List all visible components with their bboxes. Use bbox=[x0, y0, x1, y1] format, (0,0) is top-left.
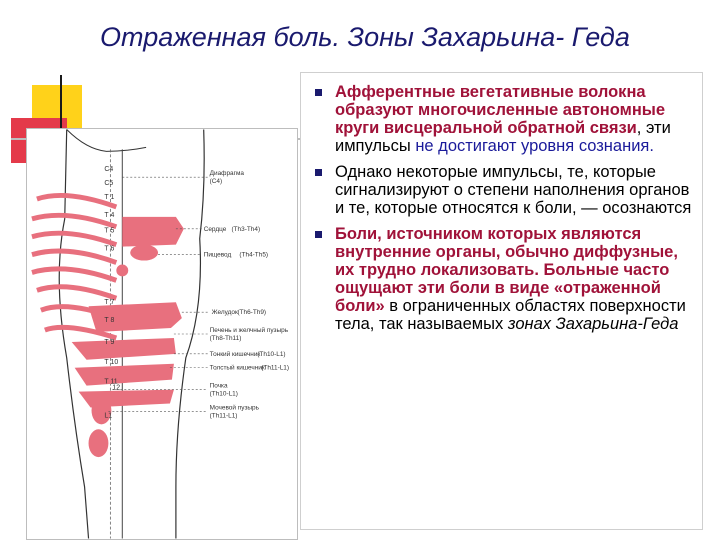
bullet-3-italic: зонах Захарьина-Геда bbox=[507, 315, 679, 333]
bullet-square-icon bbox=[315, 231, 322, 238]
seg-label: L1 bbox=[104, 412, 113, 420]
zone-stomach bbox=[89, 302, 182, 332]
zone-bladder bbox=[89, 429, 109, 457]
organ-label-heart: Сердце bbox=[203, 225, 227, 233]
seg-label: T 5 bbox=[104, 227, 115, 235]
organ-seg-bladder: (Th11-L1) bbox=[209, 412, 238, 420]
seg-label: T 4 bbox=[104, 211, 115, 219]
organ-label-large-intestine: Толстый кишечник bbox=[209, 364, 265, 372]
bullet-1-blue: не достигают уровня сознания. bbox=[415, 137, 654, 155]
bullet-3-middle: в ограниченных областях поверхности тела, так называемых bbox=[335, 297, 686, 333]
organ-label-bladder: Мочевой пузырь bbox=[209, 404, 259, 412]
organ-seg-esophagus: (Th4-Th5) bbox=[239, 251, 269, 259]
bullet-1-highlight: Афферентные вегетативные волокна образуют многочисленные автономные круги висцеральной обратной связи bbox=[335, 83, 666, 137]
bullet-square-icon bbox=[315, 89, 322, 96]
organ-seg-large-intestine: (Th11-L1) bbox=[261, 364, 290, 372]
seg-label: T 10 bbox=[104, 358, 119, 366]
bullet-item-3 bbox=[309, 225, 694, 333]
organ-seg-stomach: (Th6-Th9) bbox=[237, 309, 267, 317]
seg-label: T 1 bbox=[104, 194, 115, 201]
zone-esophagus bbox=[130, 245, 158, 261]
zone-kidney bbox=[92, 397, 112, 425]
zone-rib-3 bbox=[32, 233, 116, 244]
seg-label: T 7 bbox=[104, 299, 115, 307]
bullet-1-middle: , эти импульсы bbox=[335, 119, 671, 155]
seg-label: T 8 bbox=[104, 317, 115, 325]
organ-seg-liver: (Th8-Th11) bbox=[209, 334, 242, 342]
bullet-square-icon bbox=[315, 169, 322, 176]
bullet-item-1 bbox=[309, 83, 694, 155]
organ-label-kidney: Почка bbox=[209, 382, 228, 390]
seg-label: T 6 bbox=[104, 245, 115, 253]
bullet-2-text: Однако некоторые импульсы, те, которые сигнализируют о степени наполнения органов и те, которые относятся к боли, — осознаются bbox=[335, 163, 692, 217]
text-panel bbox=[300, 72, 703, 530]
organ-seg-kidney: (Th10-L1) bbox=[209, 390, 238, 398]
organ-label-stomach: Желудок bbox=[211, 309, 238, 317]
zone-diaphragm-dot bbox=[116, 265, 128, 277]
organ-seg-heart: (Th3-Th4) bbox=[231, 225, 261, 233]
seg-label: C5 bbox=[104, 180, 114, 188]
organ-seg-small-intestine: (Th10-L1) bbox=[257, 350, 286, 358]
organ-label-liver: Печень и желчный пузырь bbox=[209, 327, 289, 335]
zone-heart bbox=[122, 217, 184, 247]
zone-rib-5 bbox=[32, 269, 116, 280]
bullet-3-highlight-quote: «отраженной боли» bbox=[335, 279, 661, 315]
seg-label: T 11 bbox=[104, 378, 118, 386]
zone-small-intestine bbox=[75, 364, 174, 386]
bullet-item-2 bbox=[309, 163, 694, 217]
seg-label: 12 bbox=[112, 384, 121, 392]
zakharin-head-zones-figure bbox=[26, 128, 298, 540]
zone-rib-4 bbox=[32, 251, 116, 262]
organ-label-small-intestine: Тонкий кишечник bbox=[209, 350, 261, 358]
zone-rib-6 bbox=[37, 287, 116, 298]
zone-small-dot bbox=[118, 341, 126, 347]
organ-label-diaphragm: Диафрагма bbox=[209, 170, 245, 178]
organ-label-esophagus: Пищевод bbox=[203, 251, 232, 259]
organ-seg-diaphragm: (C4) bbox=[209, 178, 223, 186]
seg-label: T 9 bbox=[104, 338, 115, 346]
neck-outline bbox=[67, 130, 146, 152]
torso-diagram bbox=[27, 129, 297, 539]
bullet-3-highlight: Боли, источником которых являются внутренние органы, обычно диффузные, их трудно локализовать. Больные часто ощущают эти боли в виде bbox=[335, 225, 678, 297]
slide-title: Отраженная боль. Зоны Захарьина- Геда bbox=[100, 22, 630, 52]
bullet-list bbox=[309, 83, 694, 333]
seg-label: C4 bbox=[104, 166, 114, 174]
